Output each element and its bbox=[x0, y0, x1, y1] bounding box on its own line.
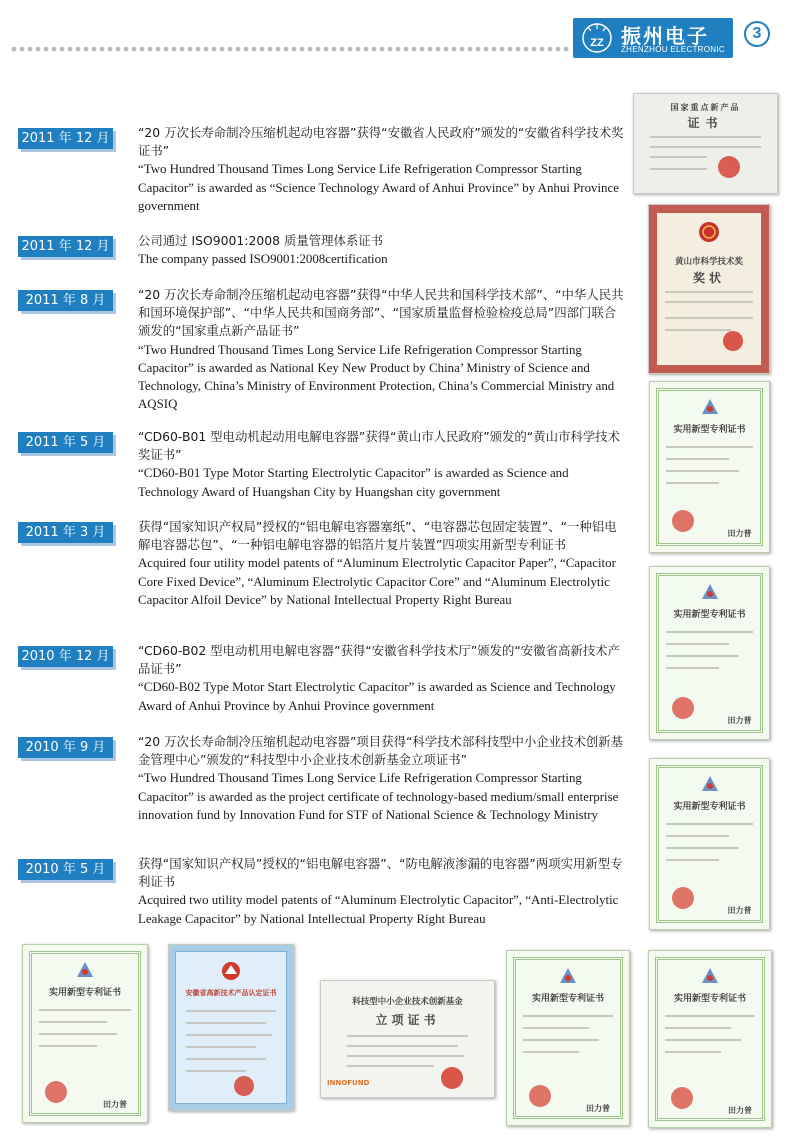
cert-signature: 田力普 bbox=[727, 906, 752, 915]
company-logo bbox=[573, 18, 733, 58]
cert-heading: 黄山市科学技术奖 bbox=[674, 257, 743, 267]
patent-certificate bbox=[649, 381, 770, 553]
innovation-fund-certificate bbox=[320, 980, 495, 1098]
red-seal-icon bbox=[672, 887, 694, 909]
national-emblem-icon bbox=[697, 221, 721, 243]
cert-signature: 田力普 bbox=[103, 1100, 127, 1109]
entry-text-cn: “20 万次长寿命制冷压缩机起动电容器”获得“中华人民共和国科学技术部”、“中华人民共和国环境保护部”、“中华人民共和国商务部”、“国家质量监督检验检疫总局”四部门联合颁发的“国家重点新产品证书” bbox=[138, 287, 624, 339]
entry-text bbox=[138, 518, 628, 609]
date-badge: 2011 年 8 月 bbox=[18, 290, 113, 311]
date-badge: 2011 年 5 月 bbox=[18, 432, 113, 453]
cert-signature: 田力普 bbox=[727, 716, 752, 725]
entry-text-en: Acquired two utility model patents of “Aluminum Electrolytic Capacitor”, “Anti-Electrolytic Leakage Capacitor” by National Intellectual Property Right Bureau bbox=[138, 893, 619, 926]
patent-office-logo-icon bbox=[698, 773, 722, 795]
key-new-product-certificate bbox=[633, 93, 778, 194]
entry-text bbox=[138, 428, 628, 501]
entry-text bbox=[138, 642, 628, 715]
date-badge: 2010 年 9 月 bbox=[18, 737, 113, 758]
date-badge: 2011 年 3 月 bbox=[18, 522, 113, 543]
red-seal-icon bbox=[45, 1081, 67, 1103]
entry-text-en: “Two Hundred Thousand Times Long Service Life Refrigeration Compressor Starting Capacitor” is awarded as the project certificate of technology-based medium/small enterprise innovation fund by Innovation Fund for STF of National Science & Technology Ministry bbox=[138, 771, 619, 822]
entry-text bbox=[138, 855, 628, 928]
red-seal-icon bbox=[672, 697, 694, 719]
cert-title: 实用新型专利证书 bbox=[673, 994, 746, 1004]
cert-title: 实用新型专利证书 bbox=[673, 425, 746, 435]
patent-certificate bbox=[649, 758, 770, 930]
red-seal-icon bbox=[234, 1076, 254, 1096]
entry-text bbox=[138, 286, 628, 413]
cert-signature: 田力普 bbox=[728, 1106, 752, 1115]
cert-title: 实用新型专利证书 bbox=[48, 988, 121, 998]
entry-text-cn: 获得“国家知识产权局”授权的“铝电解电容器”、“防电解液渗漏的电容器”两项实用新型专利证书 bbox=[138, 856, 623, 890]
huangshan-award-certificate bbox=[648, 204, 770, 374]
patent-office-logo-icon bbox=[698, 965, 722, 987]
zz-logo-icon bbox=[579, 22, 615, 54]
cert-heading: 国家重点新产品 bbox=[670, 103, 741, 112]
entry-text-cn: 获得“国家知识产权局”授权的“铝电解电容器塞纸”、“电容器芯包固定装置”、“一种铝电解电容器芯包”、“一种铝电解电容器的铝箔片复片装置”四项实用新型专利证书 bbox=[138, 519, 617, 553]
entry-text-cn: “CD60-B02 型电动机用电解电容器”获得“安徽省科学技术厅”颁发的“安徽省高新技术产品证书” bbox=[138, 643, 620, 677]
logo-letters: ZZ bbox=[590, 37, 604, 49]
red-seal-icon bbox=[529, 1085, 551, 1107]
cert-title: 奖状 bbox=[692, 271, 725, 285]
page-number: 3 bbox=[744, 21, 770, 47]
brand-name-cn: 振州电子 bbox=[621, 24, 709, 48]
cert-signature: 田力普 bbox=[586, 1104, 610, 1113]
entry-text-en: Acquired four utility model patents of “Aluminum Electrolytic Capacitor Paper”, “Capacitor Core Fixed Device”, “Aluminum Electrolytic Capacitor Core” and “Aluminum Electrolytic Capacitor Alfoil Device” by National Intellectual Property Right Bureau bbox=[138, 556, 616, 607]
entry-text-cn: 公司通过 ISO9001:2008 质量管理体系证书 bbox=[138, 233, 384, 248]
entry-text bbox=[138, 124, 628, 215]
date-badge: 2010 年 5 月 bbox=[18, 859, 113, 880]
patent-certificate bbox=[22, 944, 148, 1123]
cert-title: 立项证书 bbox=[375, 1013, 440, 1027]
red-seal-icon bbox=[672, 510, 694, 532]
cert-title: 实用新型专利证书 bbox=[673, 802, 746, 812]
red-seal-icon bbox=[441, 1067, 463, 1089]
date-badge: 2011 年 12 月 bbox=[18, 236, 113, 257]
cert-signature: 田力普 bbox=[727, 529, 752, 538]
red-seal-icon bbox=[671, 1087, 693, 1109]
patent-office-logo-icon bbox=[698, 581, 722, 603]
hightech-logo-icon bbox=[219, 960, 243, 982]
entry-text-cn: “20 万次长寿命制冷压缩机起动电容器”项目获得“科学技术部科技型中小企业技术创新基金管理中心”颁发的“科技型中小企业技术创新基金立项证书” bbox=[138, 734, 624, 768]
cert-heading: 科技型中小企业技术创新基金 bbox=[352, 997, 463, 1007]
entry-text-en: “CD60-B02 Type Motor Start Electrolytic Capacitor” is awarded as Science and Technology Award of Anhui Province by Anhui Province government bbox=[138, 680, 616, 713]
patent-certificate bbox=[649, 566, 770, 740]
date-badge: 2010 年 12 月 bbox=[18, 646, 113, 667]
entry-text-en: “Two Hundred Thousand Times Long Service Life Refrigeration Compressor Starting Capacitor” is awarded as National Key New Product by China’ Ministry of Science and Technology, China’s Ministry of Environment Protection, China’s Commercial Ministry and AQSIQ bbox=[138, 342, 615, 412]
entry-text-en: “CD60-B01 Type Motor Starting Electrolytic Capacitor” is awarded as Science and Technology Award of Huangshan City by Huangshan city government bbox=[138, 466, 569, 499]
patent-certificate bbox=[648, 950, 772, 1128]
entry-text-en: The company passed ISO9001:2008certification bbox=[138, 252, 388, 267]
patent-certificate bbox=[506, 950, 630, 1126]
hightech-product-certificate bbox=[168, 944, 294, 1111]
entry-text-cn: “CD60-B01 型电动机起动用电解电容器”获得“黄山市人民政府”颁发的“黄山市科学技术奖证书” bbox=[138, 429, 620, 463]
cert-heading: 安徽省高新技术产品认定证书 bbox=[185, 989, 277, 997]
patent-office-logo-icon bbox=[73, 959, 97, 981]
entry-text-cn: “20 万次长寿命制冷压缩机起动电容器”获得“安徽省人民政府”颁发的“安徽省科学技术奖证书” bbox=[138, 125, 624, 159]
cert-title: 证书 bbox=[687, 116, 724, 130]
date-badge: 2011 年 12 月 bbox=[18, 128, 113, 149]
header-dot-rule bbox=[10, 45, 570, 53]
patent-office-logo-icon bbox=[698, 396, 722, 418]
brand-name-en: ZHENZHOU ELECTRONIC bbox=[621, 45, 725, 54]
cert-title: 实用新型专利证书 bbox=[531, 994, 604, 1004]
patent-office-logo-icon bbox=[556, 965, 580, 987]
entry-text bbox=[138, 232, 628, 268]
red-seal-icon bbox=[718, 156, 740, 178]
entry-text-en: “Two Hundred Thousand Times Long Service Life Refrigeration Compressor Starting Capacitor” is awarded as “Science Technology Award of Anhui Province” by Anhui Province government bbox=[138, 162, 619, 213]
cert-title: 实用新型专利证书 bbox=[673, 610, 746, 620]
red-seal-icon bbox=[723, 331, 743, 351]
entry-text bbox=[138, 733, 628, 824]
innofund-logo: INNOFUND bbox=[327, 1079, 370, 1087]
